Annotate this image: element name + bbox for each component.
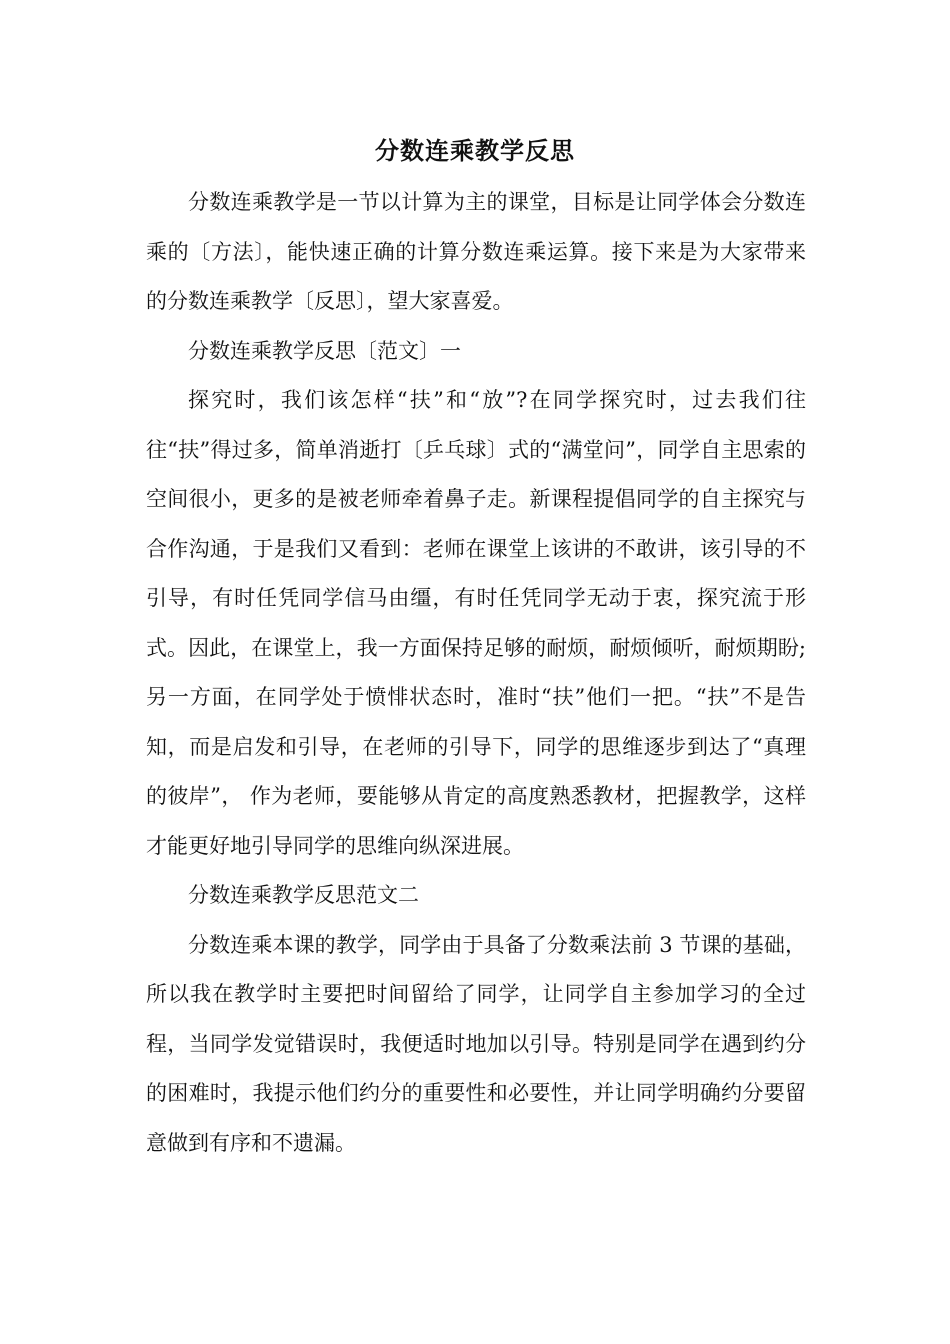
section-heading-two: 分数连乘教学反思范文二: [188, 883, 419, 907]
body-paragraph-one: 探究时，我们该怎样“扶”和“放”?在同学探究时，过去我们往往“扶”得过多，简单消逝打〔乒乓球〕式的“满堂问”，同学自主思索的空间很小，更多的是被老师牵着鼻子走。新课程提倡同学的自主探究与合作沟通，于是我们又看到：老师在课堂上该讲的不敢讲，该引导的不引导，有时任凭同学信马由缰，有时任凭同学无动于衷，探究流于形式。因此，在课堂上，我一方面保持足够的耐烦，耐烦倾听，耐烦期盼;另一方面，在同学处于愤悱状态时，准时“扶”他们一把。“扶”不是告知，而是启发和引导，在老师的引导下，同学的思维逐步到达了“真理的彼岸”， 作为老师，要能够从肯定的高度熟悉教材，把握教学，这样才能更好地引导同学的思维向纵深进展。: [146, 388, 806, 858]
document-body: [146, 178, 806, 1168]
document-title: 分数连乘教学反思: [375, 136, 575, 165]
section-heading-one: 分数连乘教学反思〔范文〕一: [188, 338, 461, 363]
intro-paragraph: 分数连乘教学是一节以计算为主的课堂，目标是让同学体会分数连乘的〔方法〕，能快速正确的计算分数连乘运算。接下来是为大家带来的分数连乘教学〔反思〕，望大家喜爱。: [146, 190, 806, 313]
body-paragraph-two: 分数连乘本课的教学，同学由于具备了分数乘法前 3 节课的基础，所以我在教学时主要把时间留给了同学，让同学自主参加学习的全过程，当同学发觉错误时，我便适时地加以引导。特别是同学在遇到约分的困难时，我提示他们约分的重要性和必要性，并让同学明确约分要留意做到有序和不遗漏。: [146, 932, 806, 1155]
